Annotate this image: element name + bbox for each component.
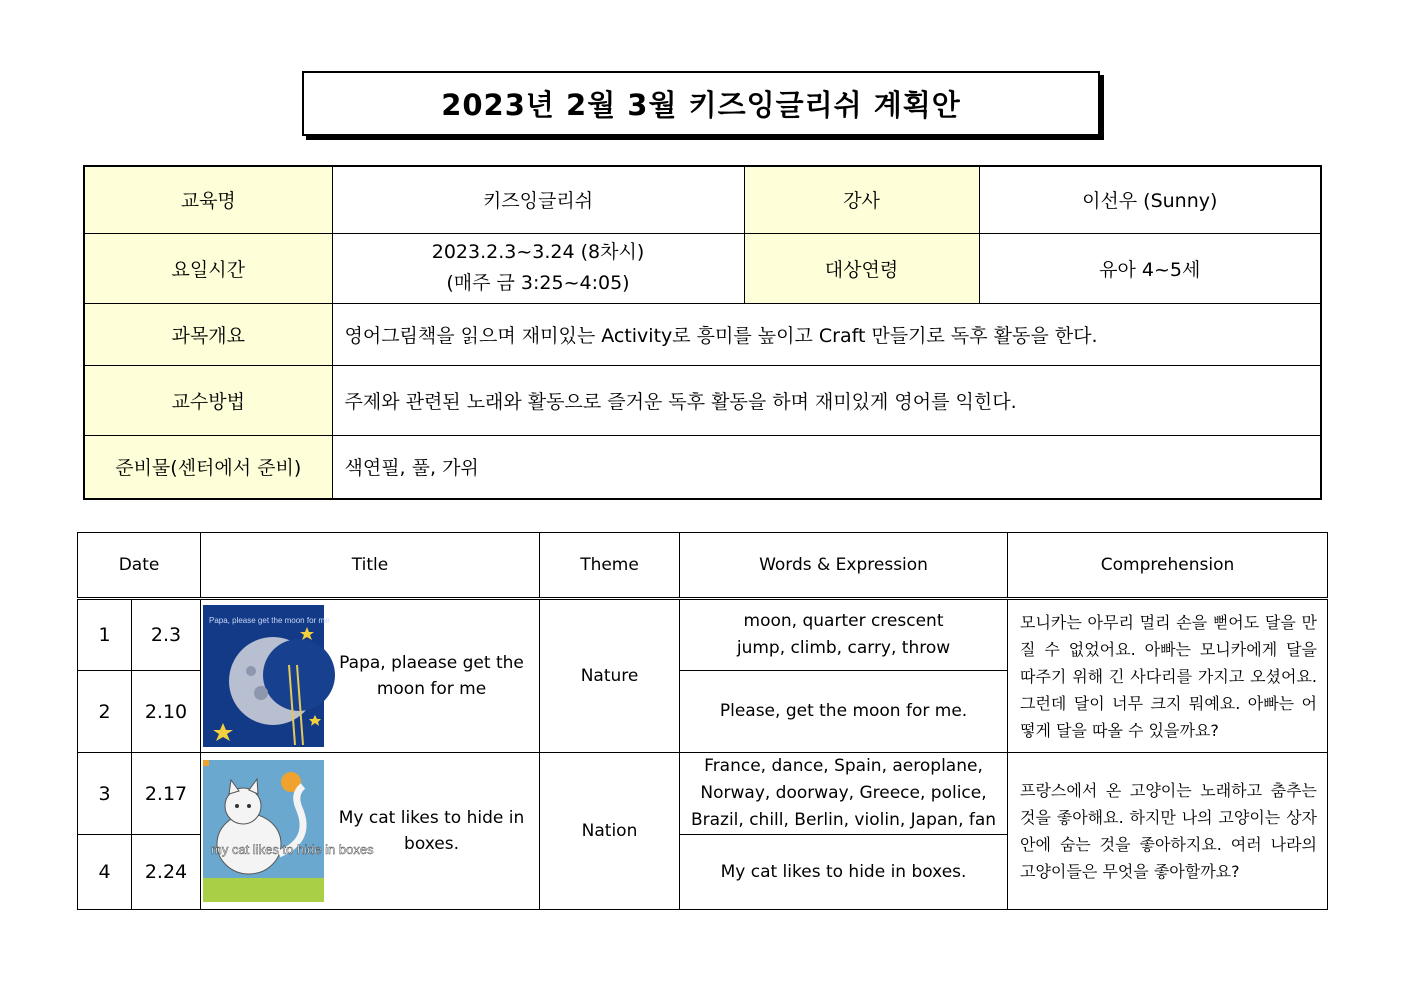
lesson-schedule-table [77, 532, 1328, 910]
document-title: 2023년 2월 3월 키즈잉글리쉬 계획안 [441, 88, 961, 122]
words-line: My cat likes to hide in boxes. [720, 861, 967, 882]
book-title: Papa, plaease get the moon for me [339, 653, 524, 699]
words-line: Norway, doorway, Greece, police, [700, 783, 987, 803]
schedule-period: 2023.2.3~3.24 (8차시) [431, 241, 645, 263]
svg-text:my cat likes to hide in boxes: my cat likes to hide in boxes [211, 842, 374, 857]
words-line: moon, quarter crescent [743, 611, 944, 631]
session-number: 4 [78, 835, 132, 910]
course-info-table [83, 165, 1322, 500]
words-line: Brazil, chill, Berlin, violin, Japan, fan [690, 810, 997, 830]
svg-text:Papa, please get the moon for: Papa, please get the moon for me [209, 616, 330, 625]
words-line: France, dance, Spain, aeroplane, [704, 756, 983, 776]
comprehension-text: 모니카는 아무리 멀리 손을 뻗어도 달을 만질 수 없었어요. 아빠는 모니카에게 달을 따주기 위해 긴 사다리를 가지고 오셨어요. 그런데 달이 너무 크지 뭐예요. 아빠는 어떻게 달을 따올 수 있을까요? [1008, 599, 1328, 753]
book-theme: Nature [540, 599, 680, 753]
book-title-cell [201, 599, 540, 753]
words-expression [680, 671, 1008, 753]
table-row [78, 599, 1328, 671]
book-theme: Nation [540, 753, 680, 910]
overview-value: 영어그림책을 읽으며 재미있는 Activity로 흥미를 높이고 Craft 만들기로 독후 활동을 한다. [332, 303, 1321, 365]
teacher-value: 이선우 (Sunny) [979, 166, 1321, 233]
header-comprehension: Comprehension [1008, 533, 1328, 599]
book-title-cell [201, 753, 540, 910]
table-row [78, 753, 1328, 835]
schedule-value [332, 233, 744, 303]
comprehension-text: 프랑스에서 온 고양이는 노래하고 춤추는 것을 좋아해요. 하지만 나의 고양이는 상자 안에 숨는 것을 좋아하지요. 여러 나라의 고양이들은 무엇을 좋아할까요? [1008, 753, 1328, 910]
schedule-label: 요일시간 [84, 233, 332, 303]
supplies-value: 색연필, 풀, 가위 [332, 435, 1321, 499]
course-name-value: 키즈잉글리쉬 [332, 166, 744, 233]
method-label: 교수방법 [84, 365, 332, 435]
words-expression [680, 753, 1008, 835]
session-number: 3 [78, 753, 132, 835]
supplies-label: 준비물(센터에서 준비) [84, 435, 332, 499]
book-title: My cat likes to hide in boxes. [338, 808, 525, 854]
session-date: 2.3 [132, 599, 201, 671]
session-date: 2.10 [132, 671, 201, 753]
course-name-label: 교육명 [84, 166, 332, 233]
header-theme: Theme [540, 533, 680, 599]
book-cover-moon-image [203, 605, 330, 747]
session-number: 1 [78, 599, 132, 671]
teacher-label: 강사 [744, 166, 979, 233]
header-title: Title [201, 533, 540, 599]
header-date: Date [78, 533, 201, 599]
words-expression [680, 835, 1008, 910]
age-value: 유아 4~5세 [979, 233, 1321, 303]
document-title-box [302, 71, 1100, 136]
header-words: Words & Expression [680, 533, 1008, 599]
method-value: 주제와 관련된 노래와 활동으로 즐거운 독후 활동을 하며 재미있게 영어를 익힌다. [332, 365, 1321, 435]
words-line: jump, climb, carry, throw [736, 638, 951, 658]
words-line: Please, get the moon for me. [719, 701, 968, 721]
overview-label: 과목개요 [84, 303, 332, 365]
session-number: 2 [78, 671, 132, 753]
session-date: 2.17 [132, 753, 201, 835]
schedule-weekly-time: (매주 금 3:25~4:05) [446, 272, 630, 294]
words-expression [680, 599, 1008, 671]
session-date: 2.24 [132, 835, 201, 910]
age-label: 대상연령 [744, 233, 979, 303]
book-cover-cat-image [203, 760, 374, 902]
